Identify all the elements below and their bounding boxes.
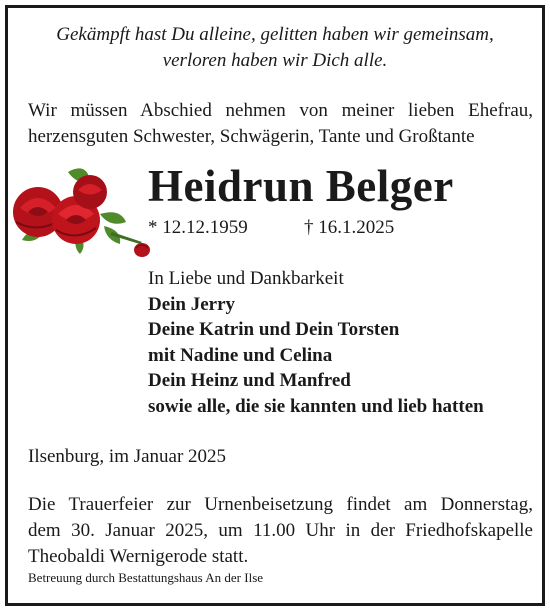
rose-top	[73, 175, 107, 209]
mourner-name: mit Nadine und Celina	[148, 344, 333, 366]
mourner-name: Dein Heinz und Manfred	[148, 370, 351, 391]
rose-bud	[134, 243, 150, 257]
place-date: Ilsenburg, im Januar 2025	[28, 446, 227, 467]
mourner-name: Dein Jerry	[148, 293, 236, 315]
undertaker-credit: Betreuung durch Bestattungshaus An der Ilse	[28, 570, 264, 585]
mourner-name: Deine Katrin und Dein Torsten	[148, 319, 400, 340]
mourners-heading: In Liebe und Dankbarkeit	[148, 268, 344, 289]
deceased-name: Heidrun Belger	[148, 161, 454, 211]
death-date: † 16.1.2025	[304, 217, 395, 238]
funeral-line: Die Trauerfeier zur Urnenbeisetzung findet am Donnerstag,	[28, 494, 533, 515]
roses-image	[8, 162, 153, 262]
quote-line-1: Gekämpft hast Du alleine, gelitten haben wir gemeinsam,	[56, 24, 494, 45]
birth-date: * 12.12.1959	[148, 217, 248, 238]
obituary-notice	[5, 5, 545, 606]
intro-text: Wir müssen Abschied nehmen von meiner lieben Ehefrau, herzensguten Schwester, Schwägerin, Tante und Großtante	[28, 100, 533, 147]
mourners-block	[148, 266, 484, 419]
funeral-line: dem 30. Januar 2025, um 11.00 Uhr in der Friedhofskapelle	[28, 520, 533, 541]
funeral-line: Theobaldi Wernigerode statt.	[28, 546, 249, 567]
mourner-name: sowie alle, die sie kannten und lieb hatten	[148, 395, 484, 417]
quote-line-2: verloren haben wir Dich alle.	[162, 50, 388, 71]
funeral-info	[28, 492, 533, 570]
